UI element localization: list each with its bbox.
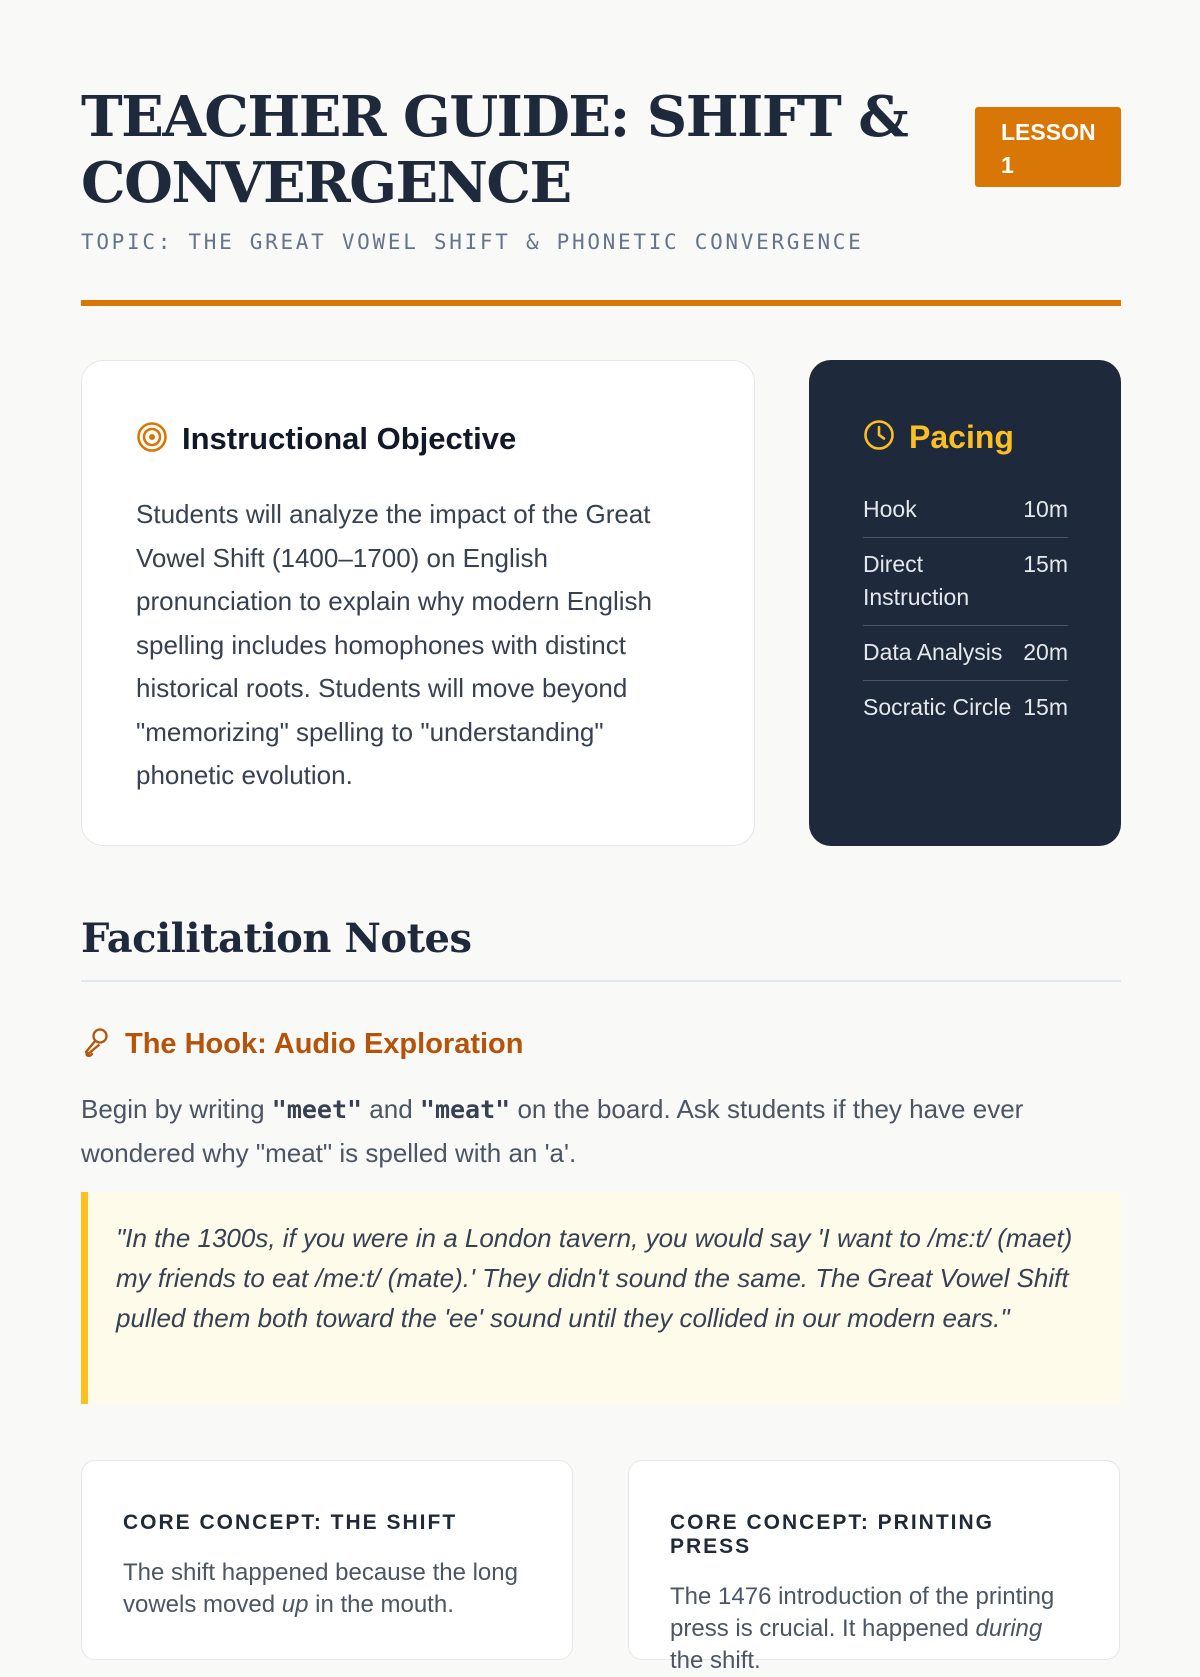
concept-card-shift: [81, 1460, 573, 1660]
concept-title: CORE CONCEPT: PRINTING PRESS: [670, 1511, 995, 1558]
concept-text-end: in the mouth.: [308, 1591, 454, 1618]
pacing-item-label: Socratic Circle: [863, 694, 1012, 720]
microphone-icon: [81, 1026, 111, 1063]
hook-text: [81, 1088, 1121, 1175]
pacing-item-time: 20m: [1023, 639, 1068, 665]
concept-emphasis: up: [281, 1591, 309, 1618]
pacing-item-time: 15m: [1023, 551, 1068, 577]
lesson-badge: LESSON 1: [975, 107, 1121, 187]
concept-text-start: The shift happened because the long vowels moved: [123, 1559, 518, 1618]
hook-text-start: Begin by writing: [81, 1094, 272, 1124]
facilitation-heading: Facilitation Notes: [81, 915, 472, 962]
word-meat: "meat": [419, 1095, 511, 1124]
facilitation-divider: [81, 980, 1121, 982]
concept-card-printing-press: [628, 1460, 1120, 1674]
concept-title: CORE CONCEPT: THE SHIFT: [123, 1511, 458, 1534]
pacing-item-label: Data Analysis: [863, 639, 1003, 665]
pacing-item-time: 10m: [1023, 496, 1068, 522]
page-title: TEACHER GUIDE: SHIFT & CONVERGENCE: [81, 84, 908, 216]
hook-header: [81, 1026, 523, 1063]
pacing-item-time: 15m: [1023, 694, 1068, 720]
pacing-item-label: Direct Instruction: [863, 551, 970, 610]
clock-icon: [863, 419, 895, 456]
target-icon: [136, 421, 168, 458]
hook-title: The Hook: Audio Exploration: [125, 1028, 524, 1060]
word-meet: "meet": [271, 1095, 363, 1124]
concept-text: [670, 1581, 1079, 1677]
pacing-item-label: Hook: [863, 496, 917, 522]
tavern-quote: "In the 1300s, if you were in a London tavern, you would say 'I want to /mɛ:t/ (maet) my friends to eat /me:t/ (mate).' They didn't sound the same. The Great Vowel Shift pulled them both toward the 'ee' sound until they collided in our modern ears.": [81, 1192, 1121, 1404]
objective-text: Students will analyze the impact of the Great Vowel Shift (1400–1700) on English pronunciation to explain why modern English spelling includes homophones with distinct historical roots. Students will move beyond "memorizing" spelling to "understanding" phonetic evolution.: [136, 499, 652, 790]
objective-card: [81, 360, 755, 846]
pacing-item: [863, 626, 1068, 681]
pacing-header: [863, 417, 1068, 457]
header-divider: [81, 300, 1121, 306]
topic-subtitle: TOPIC: THE GREAT VOWEL SHIFT & PHONETIC CONVERGENCE: [81, 230, 864, 254]
objective-title: Instructional Objective: [182, 421, 517, 456]
concept-text: [123, 1557, 532, 1621]
concept-text-start: The 1476 introduction of the printing press is crucial. It happened: [670, 1583, 1055, 1642]
pacing-title: Pacing: [909, 418, 1014, 455]
pacing-list: [863, 483, 1068, 735]
pacing-card: [809, 360, 1121, 846]
pacing-item: [863, 483, 1068, 538]
page-header: [81, 84, 1121, 264]
hook-text-mid: and: [362, 1094, 420, 1124]
hook-text-end: on the board. Ask students if they have ever wondered why "meat" is spelled with an 'a'.: [81, 1094, 1024, 1168]
concept-text-end: the shift.: [670, 1647, 761, 1674]
pacing-item: [863, 538, 1068, 626]
concept-emphasis: during: [975, 1615, 1043, 1642]
objective-header: [136, 419, 700, 459]
pacing-item: [863, 681, 1068, 735]
